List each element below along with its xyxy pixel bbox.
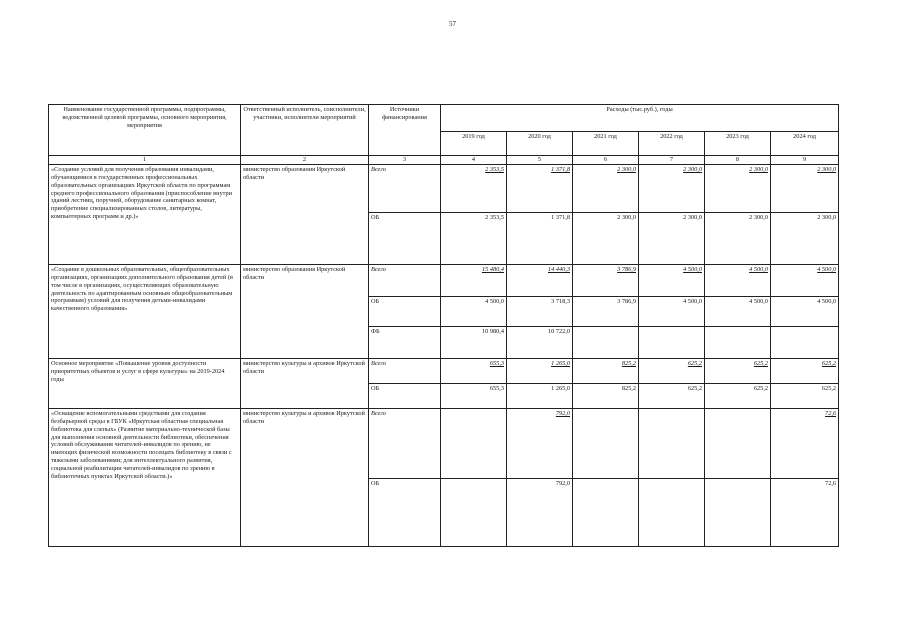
header-year-2023: 2023 год: [705, 132, 771, 156]
value-cell: 4 500,0: [771, 297, 839, 327]
value-cell: [441, 479, 507, 547]
value-cell: 2 353,5: [441, 213, 507, 265]
source-label: ОБ: [369, 479, 441, 547]
value-cell: 625,2: [705, 384, 771, 409]
value-cell: 4 500,0: [441, 297, 507, 327]
table-row: [49, 359, 839, 384]
value-cell: 4 500,0: [639, 297, 705, 327]
value-cell: 1 265,0: [507, 384, 573, 409]
header-year-2020: 2020 год: [507, 132, 573, 156]
value-cell: 655,3: [441, 359, 507, 384]
value-cell: [639, 479, 705, 547]
header-year-2019: 2019 год: [441, 132, 507, 156]
value-cell: 625,2: [705, 359, 771, 384]
header-year-2021: 2021 год: [573, 132, 639, 156]
value-cell: 72,6: [771, 479, 839, 547]
header-name: Наименование государственной программы, подпрограммы, ведомственной целевой программы, основного мероприятия, мероприятия: [49, 105, 241, 156]
value-cell: 4 500,0: [639, 265, 705, 297]
value-cell: 3 786,9: [573, 297, 639, 327]
value-cell: 3 786,9: [573, 265, 639, 297]
value-cell: [573, 479, 639, 547]
value-cell: 825,2: [573, 359, 639, 384]
value-cell: 792,0: [507, 479, 573, 547]
value-cell: 4 500,0: [705, 265, 771, 297]
value-cell: [705, 479, 771, 547]
col-number: 8: [705, 156, 771, 165]
col-number: 6: [573, 156, 639, 165]
value-cell: 825,2: [573, 384, 639, 409]
value-cell: 792,0: [507, 409, 573, 479]
source-label: ОБ: [369, 213, 441, 265]
value-cell: 1 371,8: [507, 165, 573, 213]
value-cell: 15 480,4: [441, 265, 507, 297]
measure-name: «Создание в дошкольных образовательных, общеобразовательных организациях, организациях дополнительного образования детей (в том числе в организациях, осуществляющих образовательную деятельность по адаптированным основным общеобразовательным программам) условий для получения детьми-инвалидами качественного образования»: [49, 265, 241, 359]
col-number: 4: [441, 156, 507, 165]
value-cell: 4 500,0: [705, 297, 771, 327]
value-cell: 2 300,0: [573, 165, 639, 213]
measure-name: «Оснащение вспомогательными средствами для создания безбарьерной среды в ГБУК «Иркутская областная специальная библиотека для слепых» (Развитие материально-технической базы для выполнения основной деятельности библиотеки, обеспечения условий обслуживания читателей-инвалидов по зрению, не имеющих физической возможности посещать библиотеку в связи с тяжелыми заболеваниями; для интеллектуального развития, социальной реабилитации читателей-инвалидов по зрению в библиотечных пунктах Иркутской области.)»: [49, 409, 241, 547]
responsible-executor: министерство культуры и архивов Иркутской области: [241, 359, 369, 409]
value-cell: 10 722,0: [507, 327, 573, 359]
value-cell: 625,2: [639, 359, 705, 384]
source-label: ОБ: [369, 384, 441, 409]
col-number: 5: [507, 156, 573, 165]
source-label: Всего: [369, 265, 441, 297]
header-expenses: Расходы (тыс.руб.), годы: [441, 105, 839, 132]
value-cell: 3 718,3: [507, 297, 573, 327]
value-cell: [441, 409, 507, 479]
source-label: ОБ: [369, 297, 441, 327]
budget-table: [48, 104, 839, 547]
measure-name: «Создание условий для получения образования инвалидами, обучающимися в государственных профессиональных образовательных организациях Иркутской области по программам среднего профессионального образования (приспособление внутри зданий лестниц, поручней, оборудование санитарных комнат, приобретение специализированных столов, литературы, компьютерных программ и др.)»: [49, 165, 241, 265]
header-year-2024: 2024 год: [771, 132, 839, 156]
source-label: ФБ: [369, 327, 441, 359]
responsible-executor: министерство образования Иркутской области: [241, 265, 369, 359]
value-cell: 1 265,0: [507, 359, 573, 384]
measure-name: Основное мероприятие «Повышение уровня доступности приоритетных объектов и услуг в сфере культуры» на 2019-2024 годы: [49, 359, 241, 409]
table-row: [49, 265, 839, 297]
value-cell: 1 371,8: [507, 213, 573, 265]
value-cell: 2 300,0: [639, 165, 705, 213]
page-number: 57: [449, 20, 456, 28]
value-cell: [639, 409, 705, 479]
header-year-2022: 2022 год: [639, 132, 705, 156]
value-cell: 625,2: [639, 384, 705, 409]
col-number: 2: [241, 156, 369, 165]
col-number: 3: [369, 156, 441, 165]
value-cell: [771, 327, 839, 359]
value-cell: 2 300,0: [639, 213, 705, 265]
value-cell: [639, 327, 705, 359]
value-cell: 2 300,0: [705, 213, 771, 265]
value-cell: 2 300,0: [573, 213, 639, 265]
col-number: 7: [639, 156, 705, 165]
header-sources: Источники финансирования: [369, 105, 441, 156]
table-row: [49, 409, 839, 479]
value-cell: [705, 327, 771, 359]
col-number: 1: [49, 156, 241, 165]
value-cell: [705, 409, 771, 479]
value-cell: 2 300,0: [771, 165, 839, 213]
value-cell: 4 500,0: [771, 265, 839, 297]
header-responsible: Ответственный исполнитель, соисполнители, участники, исполнители мероприятий: [241, 105, 369, 156]
value-cell: 2 300,0: [771, 213, 839, 265]
source-label: Всего: [369, 359, 441, 384]
responsible-executor: министерство культуры и архивов Иркутской области: [241, 409, 369, 547]
value-cell: 625,2: [771, 359, 839, 384]
responsible-executor: министерство образования Иркутской области: [241, 165, 369, 265]
value-cell: 10 980,4: [441, 327, 507, 359]
source-label: Всего: [369, 409, 441, 479]
table-row: [49, 165, 839, 213]
value-cell: 2 353,5: [441, 165, 507, 213]
value-cell: 655,3: [441, 384, 507, 409]
value-cell: 72,6: [771, 409, 839, 479]
value-cell: 625,2: [771, 384, 839, 409]
col-number: 9: [771, 156, 839, 165]
value-cell: [573, 409, 639, 479]
source-label: Всего: [369, 165, 441, 213]
value-cell: [573, 327, 639, 359]
value-cell: 2 300,0: [705, 165, 771, 213]
value-cell: 14 440,3: [507, 265, 573, 297]
